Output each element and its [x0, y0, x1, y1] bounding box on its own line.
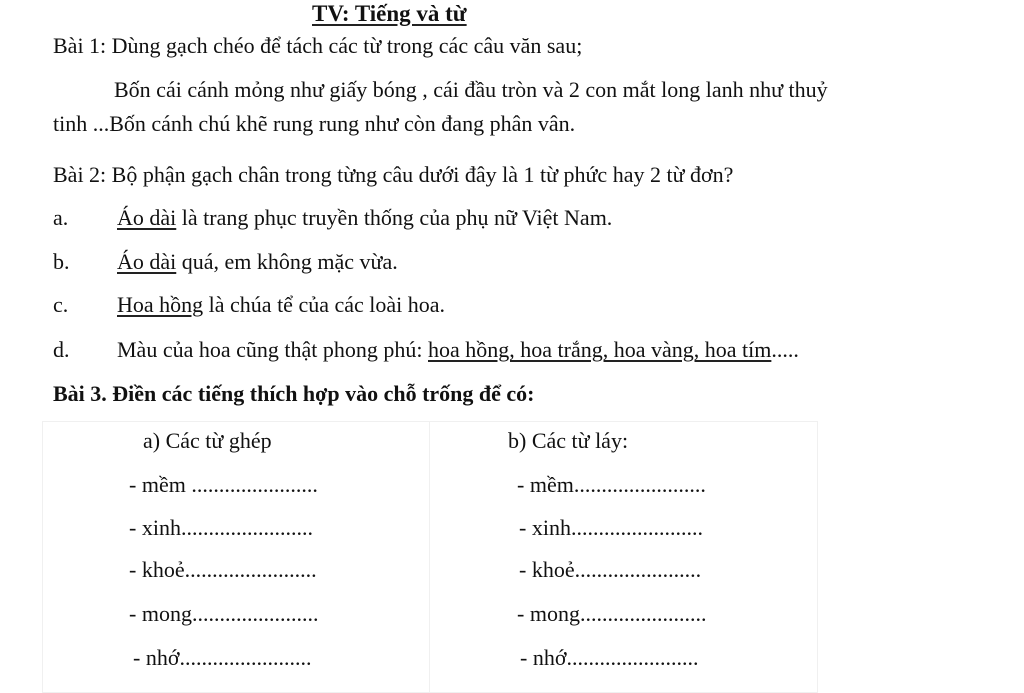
- exercise-2-heading: Bài 2: Bộ phận gạch chân trong từng câu dưới đây là 1 từ phức hay 2 từ đơn?: [53, 162, 734, 187]
- exercise-1-text-line-1: Bốn cái cánh mỏng như giấy bóng , cái đầu tròn và 2 con mắt long lanh như thuỷ: [114, 77, 828, 102]
- exercise-1-heading: Bài 1: Dùng gạch chéo để tách các từ trong các câu văn sau;: [53, 33, 583, 58]
- blank-item-a: - xinh........................: [129, 515, 313, 540]
- underlined-phrase: hoa hồng, hoa trắng, hoa vàng, hoa tím: [428, 337, 772, 362]
- blank-item-a: - nhớ........................: [133, 645, 312, 670]
- item-text: là chúa tể của các loài hoa.: [203, 292, 446, 317]
- item-label: c.: [53, 292, 69, 317]
- page-title: TV: Tiếng và từ: [312, 1, 467, 26]
- exercise-2-item-a: [53, 204, 613, 232]
- blank-item-b: - mềm........................: [517, 472, 706, 497]
- blank-item-b: - xinh........................: [519, 515, 703, 540]
- underlined-phrase: Hoa hồng: [117, 292, 204, 317]
- exercise-2-item-d: [53, 336, 799, 364]
- item-text-pre: Màu của hoa cũng thật phong phú:: [117, 337, 428, 362]
- blank-item-a: - mềm .......................: [129, 472, 318, 497]
- blank-item-a: - khoẻ........................: [129, 557, 317, 582]
- item-text: .....: [771, 337, 799, 362]
- item-text: là trang phục truyền thống của phụ nữ Việt Nam.: [176, 205, 613, 230]
- blank-item-b: - nhớ........................: [520, 645, 699, 670]
- exercise-2-item-c: [53, 291, 446, 319]
- underlined-phrase: Áo dài: [117, 249, 177, 274]
- exercise-3-table: [42, 421, 818, 693]
- item-label: a.: [53, 205, 69, 230]
- column-b-header: b) Các từ láy:: [508, 428, 629, 453]
- exercise-3-heading: Bài 3. Điền các tiếng thích hợp vào chỗ trống để có:: [53, 381, 535, 406]
- item-text: quá, em không mặc vừa.: [176, 249, 398, 274]
- blank-item-b: - mong.......................: [517, 601, 707, 626]
- item-label: d.: [53, 337, 70, 362]
- blank-item-a: - mong.......................: [129, 601, 319, 626]
- underlined-phrase: Áo dài: [117, 205, 177, 230]
- exercise-2-item-b: [53, 248, 398, 276]
- blank-item-b: - khoẻ.......................: [519, 557, 702, 582]
- item-label: b.: [53, 249, 70, 274]
- column-divider: [429, 422, 430, 692]
- column-a-header: a) Các từ ghép: [143, 428, 272, 453]
- exercise-1-text-line-2: tinh ...Bốn cánh chú khẽ rung rung như còn đang phân vân.: [53, 111, 576, 136]
